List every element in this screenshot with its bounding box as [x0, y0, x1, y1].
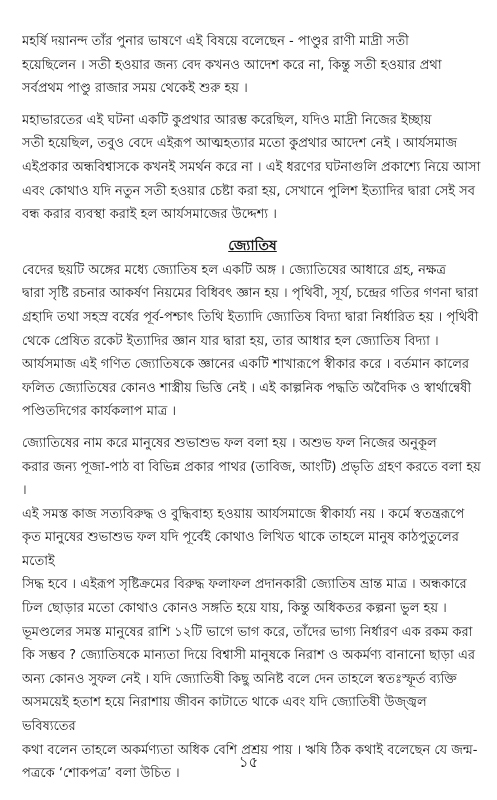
page-number: ১৫ [238, 753, 259, 771]
paragraph-jyotish-intro: বেদের ছয়টি অঙ্গের মধ্যে জ্যোতিষ হল একটি অঙ্গ । জ্যোতিষের আধারে গ্রহ, নক্ষত্র দ্বারা সৃষ্টি রচনার আকর্ষণ নিয়মের বিধিবৎ জ্ঞান হয় । পৃথিবী, সূর্য, চন্দ্রের গতির গণনা দ্বারা গ্রহাদি তথা সহস্র বর্ষের পূর্ব-পশ্চাৎ তিথি ইত্যাদি জ্যোতিষ বিদ্যা দ্বারা নির্ধারিত হয় । পৃথিবী থেকে প্রেষিত রকেট ইত্যাদির জ্ঞান যার দ্বারা হয়, তার আধার হল জ্যোতিষ বিদ্যা । আর্যসমাজ এই গণিত জ্যোতিষকে জ্ঞানের একটি শাখারূপে স্বীকার করে । বর্তমান কালের ফলিত জ্যোতিষের কোনও শাস্ত্রীয় ভিত্তি নেই । এই কাল্পনিক পদ্ধতি অবৈদিক ও স্বার্থান্বেষী পণ্ডিতদিগের কার্যকলাপ মাত্র । [22, 262, 479, 420]
section-heading: জ্যোতিষ [228, 237, 277, 254]
paragraph-sati-speech: মহর্ষি দয়ানন্দ তাঁর পুনার ভাষণে এই বিষয়ে বলেছেন - পাণ্ডুর রাণী মাদ্রী সতী হয়েছিলেন । সতী হওয়ার জন্য বেদ কখনও আদেশ করে না, কিন্তু সতী হওয়ার প্রথা সর্বপ্রথম পাণ্ডু রাজার সময় থেকেই শুরু হয় । [22, 34, 442, 97]
paragraph-jyotish-critique: জ্যোতিষের নাম করে মানুষের শুভাশুভ ফল বলা হয় । অশুভ ফল নিজের অনুকূল করার জন্য পূজা-পাঠ বা বিভিন্ন প্রকার পাথর (তাবিজ, আংটি) প্রভৃতি গ্রহণ করতে বলা হয় । এই সমস্ত কাজ সত্যবিরুদ্ধ ও বুদ্ধিবাহ্য হওয়ায় আর্যসমাজে স্বীকার্য্য নয় । কর্মে স্বতন্ত্ররূপে কৃত মানুষের শুভাশুভ ফল যদি পূর্বেই কোথাও লিখিত থাকে তাহলে মানুষ কাঠপুতুলের মতোই সিদ্ধ হবে । এইরূপ সৃষ্টিক্রমের বিরুদ্ধ ফলাফল প্রদানকারী জ্যোতিষ ভ্রান্ত মাত্র । অন্ধকারে ঢিল ছোড়ার মতো কোথাও কোনও সঙ্গতি হয়ে যায়, কিন্তু অধিকতর কল্পনা ভুল হয় । ভূমণ্ডলের সমস্ত মানুষের রাশি ১২টি ভাগে ভাগ করে, তাঁদের ভাগ্য নির্ধারণ এক রকম করা কি সম্ভব ? জ্যোতিষকে মান্যতা দিয়ে বিশ্বাসী মানুষকে নিরাশ ও অকর্মণ্য বানানো ছাড়া এর অন্য কোনও সুফল নেই । যদি জ্যোতিষী কিছু অনিষ্ট বলে দেন তাহলে স্বতঃস্ফূর্ত ব্যক্তি অসময়েই হতাশ হয়ে নিরাশায় জীবন কাটাতে থাকে এবং যদি জ্যোতিষী উজ্জ্বল ভবিষ্যতের কথা বলেন তাহলে অকর্মণ্যতা অধিক বেশি প্রশ্রয় পায় । ঋষি ঠিক কথাই বলেছেন যে জন্ম- পত্রকে ‘শোকপত্র’ বলা উচিত । [22, 435, 481, 782]
paragraph-mahabharata: মহাভারতের এই ঘটনা একটি কুপ্রথার আরম্ভ করেছিল, যদিও মাদ্রী নিজের ইচ্ছায় সতী হয়েছিল, তবুও বেদে এইরূপ আত্মহত্যার মতো কুপ্রথার আদেশ নেই । আর্যসমাজ এইপ্রকার অন্ধবিশ্বাসকে কখনই সমর্থন করে না । এই ধরণের ঘটনাগুলি প্রকাশ্যে নিয়ে আসা এবং কোথাও যদি নতুন সতী হওয়ার চেষ্টা করা হয়, সেখানে পুলিশ ইত্যাদির দ্বারা সেই সব বন্ধ করার ব্যবস্থা করাই হল আর্যসমাজের উদ্দেশ্য । [22, 112, 481, 223]
